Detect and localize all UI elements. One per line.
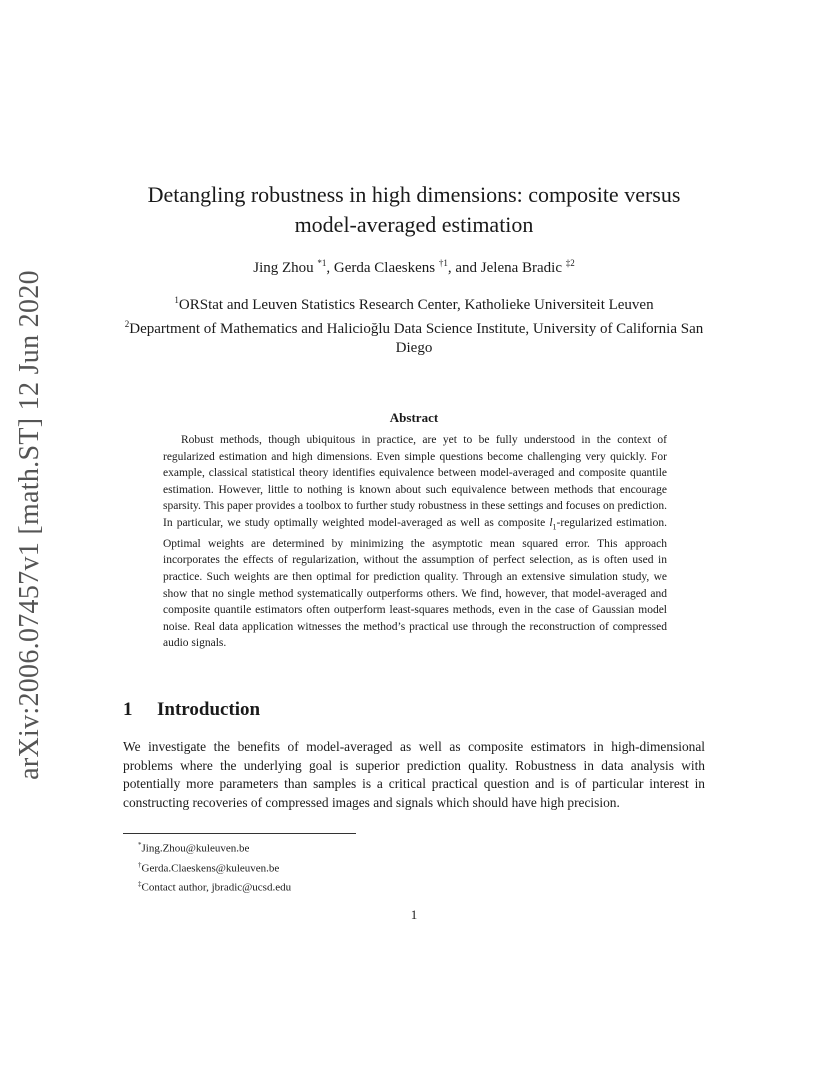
footnote-mark: ‡ bbox=[138, 880, 142, 889]
abstract-text: Robust methods, though ubiquitous in practice, are yet to be fully understood in the context of regularized estimation and high dimensions. Even simple questions become challenging very quickly. For example, classical statistical theory identifies equivalence between model-averaged and composite quantile estimation. However, little to nothing is known about such equivalence between methods that encourage sparsity. This paper provides a toolbox to further study robustness in these settings and focuses on prediction. In particular, we study optimally weighted model-averaged as well as composite bbox=[163, 434, 667, 529]
author-name: Jelena Bradic bbox=[480, 260, 563, 276]
author-separator: , and bbox=[447, 260, 481, 276]
footnote bbox=[138, 837, 291, 857]
author-separator: , bbox=[326, 260, 334, 276]
footnote-text: Gerda.Claeskens@kuleuven.be bbox=[141, 862, 280, 875]
footnote-mark: * bbox=[138, 841, 142, 849]
author-mark: †1 bbox=[438, 258, 448, 268]
affiliation-list bbox=[110, 291, 718, 358]
footnote bbox=[138, 876, 291, 896]
footnote-text: Jing.Zhou@kuleuven.be bbox=[141, 842, 250, 855]
affiliation-text: ORStat and Leuven Statistics Research Center, Katholieke Universiteit Leuven bbox=[178, 297, 654, 313]
page-number: 1 bbox=[410, 907, 418, 922]
footnote-mark: † bbox=[138, 860, 142, 869]
abstract-math-subscript: 1 bbox=[552, 522, 557, 532]
author-mark: *1 bbox=[317, 258, 327, 268]
paper-title bbox=[110, 180, 718, 240]
abstract-math-symbol: l bbox=[549, 516, 553, 529]
author-list bbox=[110, 258, 718, 277]
affiliation-text: Department of Mathematics and Halicioğlu Data Science Institute, University of California San Diego bbox=[129, 321, 704, 356]
author-mark: ‡2 bbox=[565, 258, 575, 268]
abstract-body bbox=[163, 432, 667, 652]
author-name: Gerda Claeskens bbox=[333, 260, 436, 276]
arxiv-identifier-stamp bbox=[10, 270, 50, 780]
section-title: Introduction bbox=[157, 699, 261, 720]
abstract-text: -regularized estimation. Optimal weights are determined by minimizing the asymptotic mean squared error. This approach incorporates the effects of regularization, without the assumption of perfect selection, as is often used in practice. Such weights are then optimal for prediction quality. Through an extensive simulation study, we show that no single method systematically outperforms others. We find, however, that model-averaged and composite quantile estimators often outperform least-squares methods, even in the case of Gaussian model noise. Real data application witnesses the method’s practical use through the reconstruction of compressed audio signals. bbox=[163, 516, 667, 650]
title-line-1: Detangling robustness in high dimensions: composite versus bbox=[147, 182, 681, 207]
abstract-heading: Abstract bbox=[389, 410, 439, 425]
affiliation-mark: 1 bbox=[174, 295, 179, 305]
section-heading bbox=[123, 699, 260, 721]
affiliation bbox=[110, 315, 718, 358]
footnote bbox=[138, 857, 291, 877]
section-number: 1 bbox=[123, 699, 133, 720]
affiliation bbox=[110, 291, 718, 315]
title-line-2: model-averaged estimation bbox=[294, 212, 534, 237]
arxiv-identifier-text: arXiv:2006.07457v1 [math.ST] 12 Jun 2020 bbox=[14, 270, 45, 780]
author-name: Jing Zhou bbox=[253, 260, 314, 276]
footnote-list bbox=[138, 837, 291, 896]
intro-paragraph: We investigate the benefits of model-averaged as well as composite estimators in high-dimensional problems where the underlying goal is superior prediction quality. Robustness in data analysis with potentially more parameters than samples is a critical practical question and is of particular interest in constructing recoveries of compressed images and signals which should have high precision. bbox=[123, 739, 705, 810]
footnote-divider bbox=[123, 833, 356, 834]
affiliation-mark: 2 bbox=[124, 319, 130, 329]
footnote-text: Contact author, jbradic@ucsd.edu bbox=[141, 881, 292, 894]
